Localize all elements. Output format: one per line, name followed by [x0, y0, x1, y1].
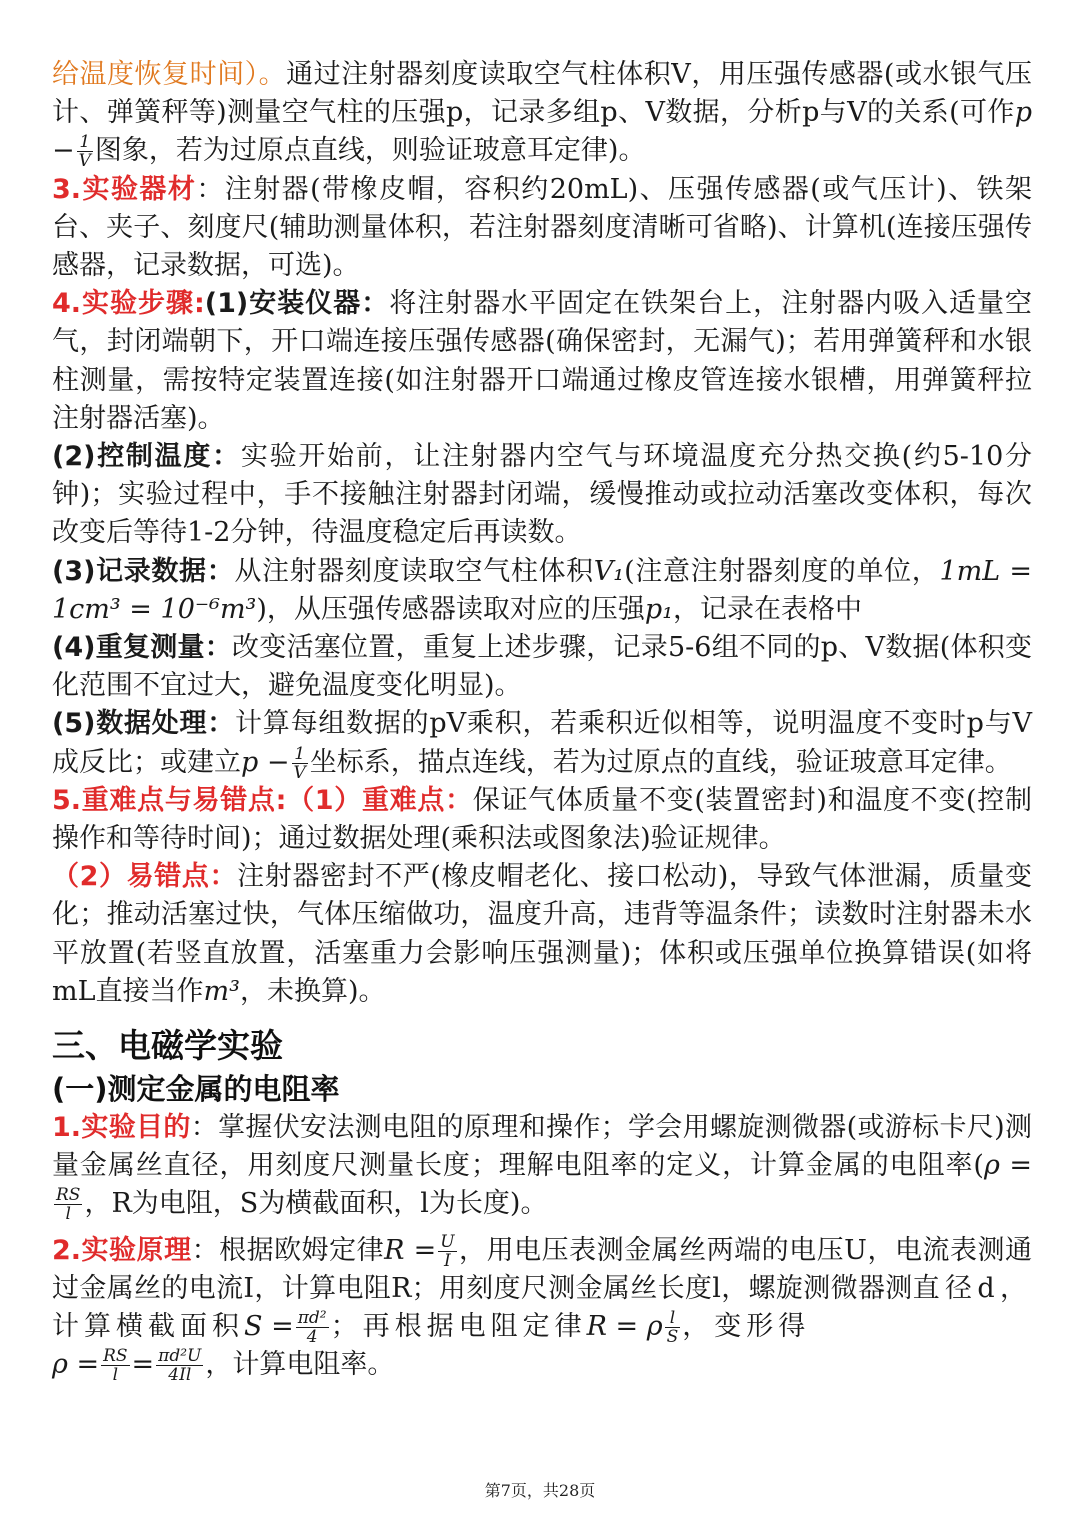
- section-label: 5.重难点与易错点:（1）重难点：: [52, 784, 473, 816]
- body-text: 通过注射器刻度读取空气柱体积V，用压强传感器(或水银气压计、弹簧秤等)测量空气柱的压强p，记录多组p、V数据，分析p与V的关系(可作: [52, 59, 1033, 129]
- body-text: ，计算电阻率。: [205, 1349, 395, 1381]
- body-text: ：掌握伏安法测电阻的原理和操作；学会用螺旋测微器(或游标卡尺)测量金属丝直径，用刻度尺测量长度；理解电阻率的定义，计算金属的电阻率(: [52, 1112, 1032, 1182]
- math-expression: p −: [241, 746, 290, 778]
- fraction-denominator: I: [444, 1250, 451, 1271]
- body-text: 实验开始前，让注射器内空气与环境温度充分热交换(约5-10分钟)；实验过程中，手不接触注射器封闭端，缓慢推动或拉动活塞改变体积，每次改变后等待1-2分钟，待温度稳定后再读数。: [52, 441, 1032, 549]
- body-text: 从注射器刻度读取空气柱体积: [234, 555, 594, 587]
- body-text: ：注射器(带橡皮帽，容积约20mL)、压强传感器(或气压计)、铁架台、夹子、刻度尺(辅助测量体积，若注射器刻度清晰可省略)、计算机(连接压强传感器，记录数据，可选)。: [52, 173, 1032, 282]
- math-expression: 1mL = 1cm³ = 10⁻⁶m³: [52, 555, 1033, 625]
- step-label: (3)记录数据：: [52, 555, 235, 587]
- body-text: 保证气体质量不变(装置密封)和温度不变(控制操作和等待时间)；通过数据处理(乘积法或图象法)验证规律。: [52, 784, 1032, 855]
- page-footer: 第7页，共28页: [484, 1481, 596, 1500]
- paragraph-equipment: [52, 171, 1032, 286]
- section-label: 3.实验器材: [52, 173, 197, 205]
- step-label: (4)重复测量：: [52, 632, 232, 664]
- paragraph-key-points: [52, 782, 1032, 858]
- document-page: [52, 56, 1032, 1385]
- body-text: ，记录在表格中: [673, 593, 863, 625]
- fraction-denominator: l: [65, 1204, 71, 1225]
- math-expression: p₁: [644, 593, 674, 625]
- fraction-denominator: 4Il: [168, 1365, 192, 1386]
- math-expression: V₁: [593, 555, 625, 587]
- fraction-numerator: RS: [103, 1346, 128, 1367]
- body-text: ，R为电阻，S为横截面积，l为长度)。: [84, 1188, 548, 1220]
- body-text: 改变活塞位置，重复上述步骤，记录5-6组不同的p、V数据(体积变化范围不宜过大，避免温度变化明显)。: [52, 632, 1033, 702]
- subsection-title: (一)测定金属的电阻率: [52, 1072, 340, 1107]
- paragraph-steps-process: [52, 705, 1032, 781]
- section-label: 1.实验目的: [52, 1112, 191, 1144]
- paragraph-common-errors: [52, 858, 1032, 1011]
- fraction-numerator: U: [440, 1231, 455, 1252]
- fraction-denominator: l: [112, 1365, 119, 1386]
- fraction-numerator: 1: [292, 745, 308, 764]
- fraction-denominator: 4: [306, 1327, 318, 1348]
- body-text: )，从压强传感器读取对应的压强: [256, 593, 645, 625]
- paragraph-principle: [52, 1232, 1032, 1385]
- body-text: 将注射器水平固定在铁架台上，注射器内吸入适量空气，封闭端朝下，开口端连接压强传感器(确保密封，无漏气)；若用弹簧秤和水银柱测量，需按特定装置连接(如注射器开口端通过橡皮管连接水银槽，用弹簧秤拉注射器活塞)。: [52, 288, 1033, 434]
- body-text: 计算每组数据的pV乘积，若乘积近似相等，说明温度不变时p与V成反比；或建立: [52, 708, 1032, 778]
- fraction: [77, 133, 93, 170]
- math-expression: p −: [52, 97, 1032, 167]
- math-expression: ρ =: [983, 1150, 1032, 1182]
- fraction-numerator: πd²: [297, 1308, 327, 1329]
- body-text: ：根据欧姆定律: [191, 1234, 385, 1266]
- section-label: 4.实验步骤:: [52, 288, 205, 320]
- fraction-denominator: V: [78, 151, 91, 172]
- paragraph-purpose: [52, 1109, 1032, 1224]
- section-title: 三、电磁学实验: [52, 1026, 283, 1066]
- section-label: （2）易错点：: [52, 861, 238, 893]
- fraction: [101, 1347, 129, 1384]
- body-text: 注射器密封不严(橡皮帽老化、接口松动)，导致气体泄漏，质量变化；推动活塞过快，气体压缩做功，温度升高，违背等温条件；读数时注射器未水平放置(若竖直放置，活塞重力会影响压强测量)；体积或压强单位换算错误(如将mL直接当作: [52, 861, 1032, 1007]
- body-text: 坐标系，描点连线，若为过原点的直线，验证玻意耳定律。: [309, 746, 1012, 778]
- math-expression: R =: [384, 1234, 437, 1266]
- highlight-text: 给温度恢复时间）。: [52, 59, 287, 90]
- body-text: ，变形得: [682, 1311, 811, 1343]
- step-label: (1)安装仪器：: [204, 288, 390, 320]
- body-text: ；再根据电阻定律: [330, 1311, 587, 1343]
- fraction-numerator: 1: [77, 133, 93, 152]
- step-label: (2)控制温度：: [52, 441, 241, 473]
- math-expression: ρ =: [52, 1349, 100, 1381]
- body-text: (注意注射器刻度的单位，: [624, 555, 940, 587]
- fraction-numerator: RS: [56, 1185, 81, 1206]
- paragraph-principle-continued: [52, 56, 1032, 171]
- fraction-numerator: l: [665, 1309, 681, 1328]
- fraction: [292, 745, 308, 782]
- math-expression: R = ρ: [586, 1311, 663, 1343]
- fraction-denominator: S: [666, 1327, 679, 1348]
- body-text: ，用电压表测金属丝两端的电压U，电流表测通过金属丝的电流I，计算电阻R；用刻度尺测金属丝长度l，螺旋测微器测: [52, 1234, 1032, 1304]
- body-text: 直径d，计算横截面积: [52, 1272, 1032, 1343]
- math-expression: m³: [203, 975, 240, 1007]
- fraction-numerator: πd²U: [158, 1346, 202, 1367]
- fraction-denominator: V: [293, 762, 306, 783]
- math-expression: S =: [244, 1311, 294, 1343]
- fraction: [156, 1347, 203, 1384]
- fraction: [665, 1309, 681, 1346]
- body-text: 图象，若为过原点直线，则验证玻意耳定律)。: [94, 135, 646, 167]
- body-text: ，未换算)。: [239, 975, 386, 1007]
- paragraph-steps-repeat: [52, 629, 1032, 705]
- math-expression: =: [131, 1349, 155, 1381]
- step-label: (5)数据处理：: [52, 708, 236, 740]
- fraction: [438, 1233, 456, 1270]
- fraction: [54, 1186, 82, 1223]
- section-label: 2.实验原理: [52, 1234, 192, 1266]
- paragraph-steps-install: [52, 285, 1032, 438]
- paragraph-steps-record: [52, 553, 1032, 629]
- paragraph-steps-temperature: [52, 438, 1032, 553]
- fraction: [296, 1309, 329, 1346]
